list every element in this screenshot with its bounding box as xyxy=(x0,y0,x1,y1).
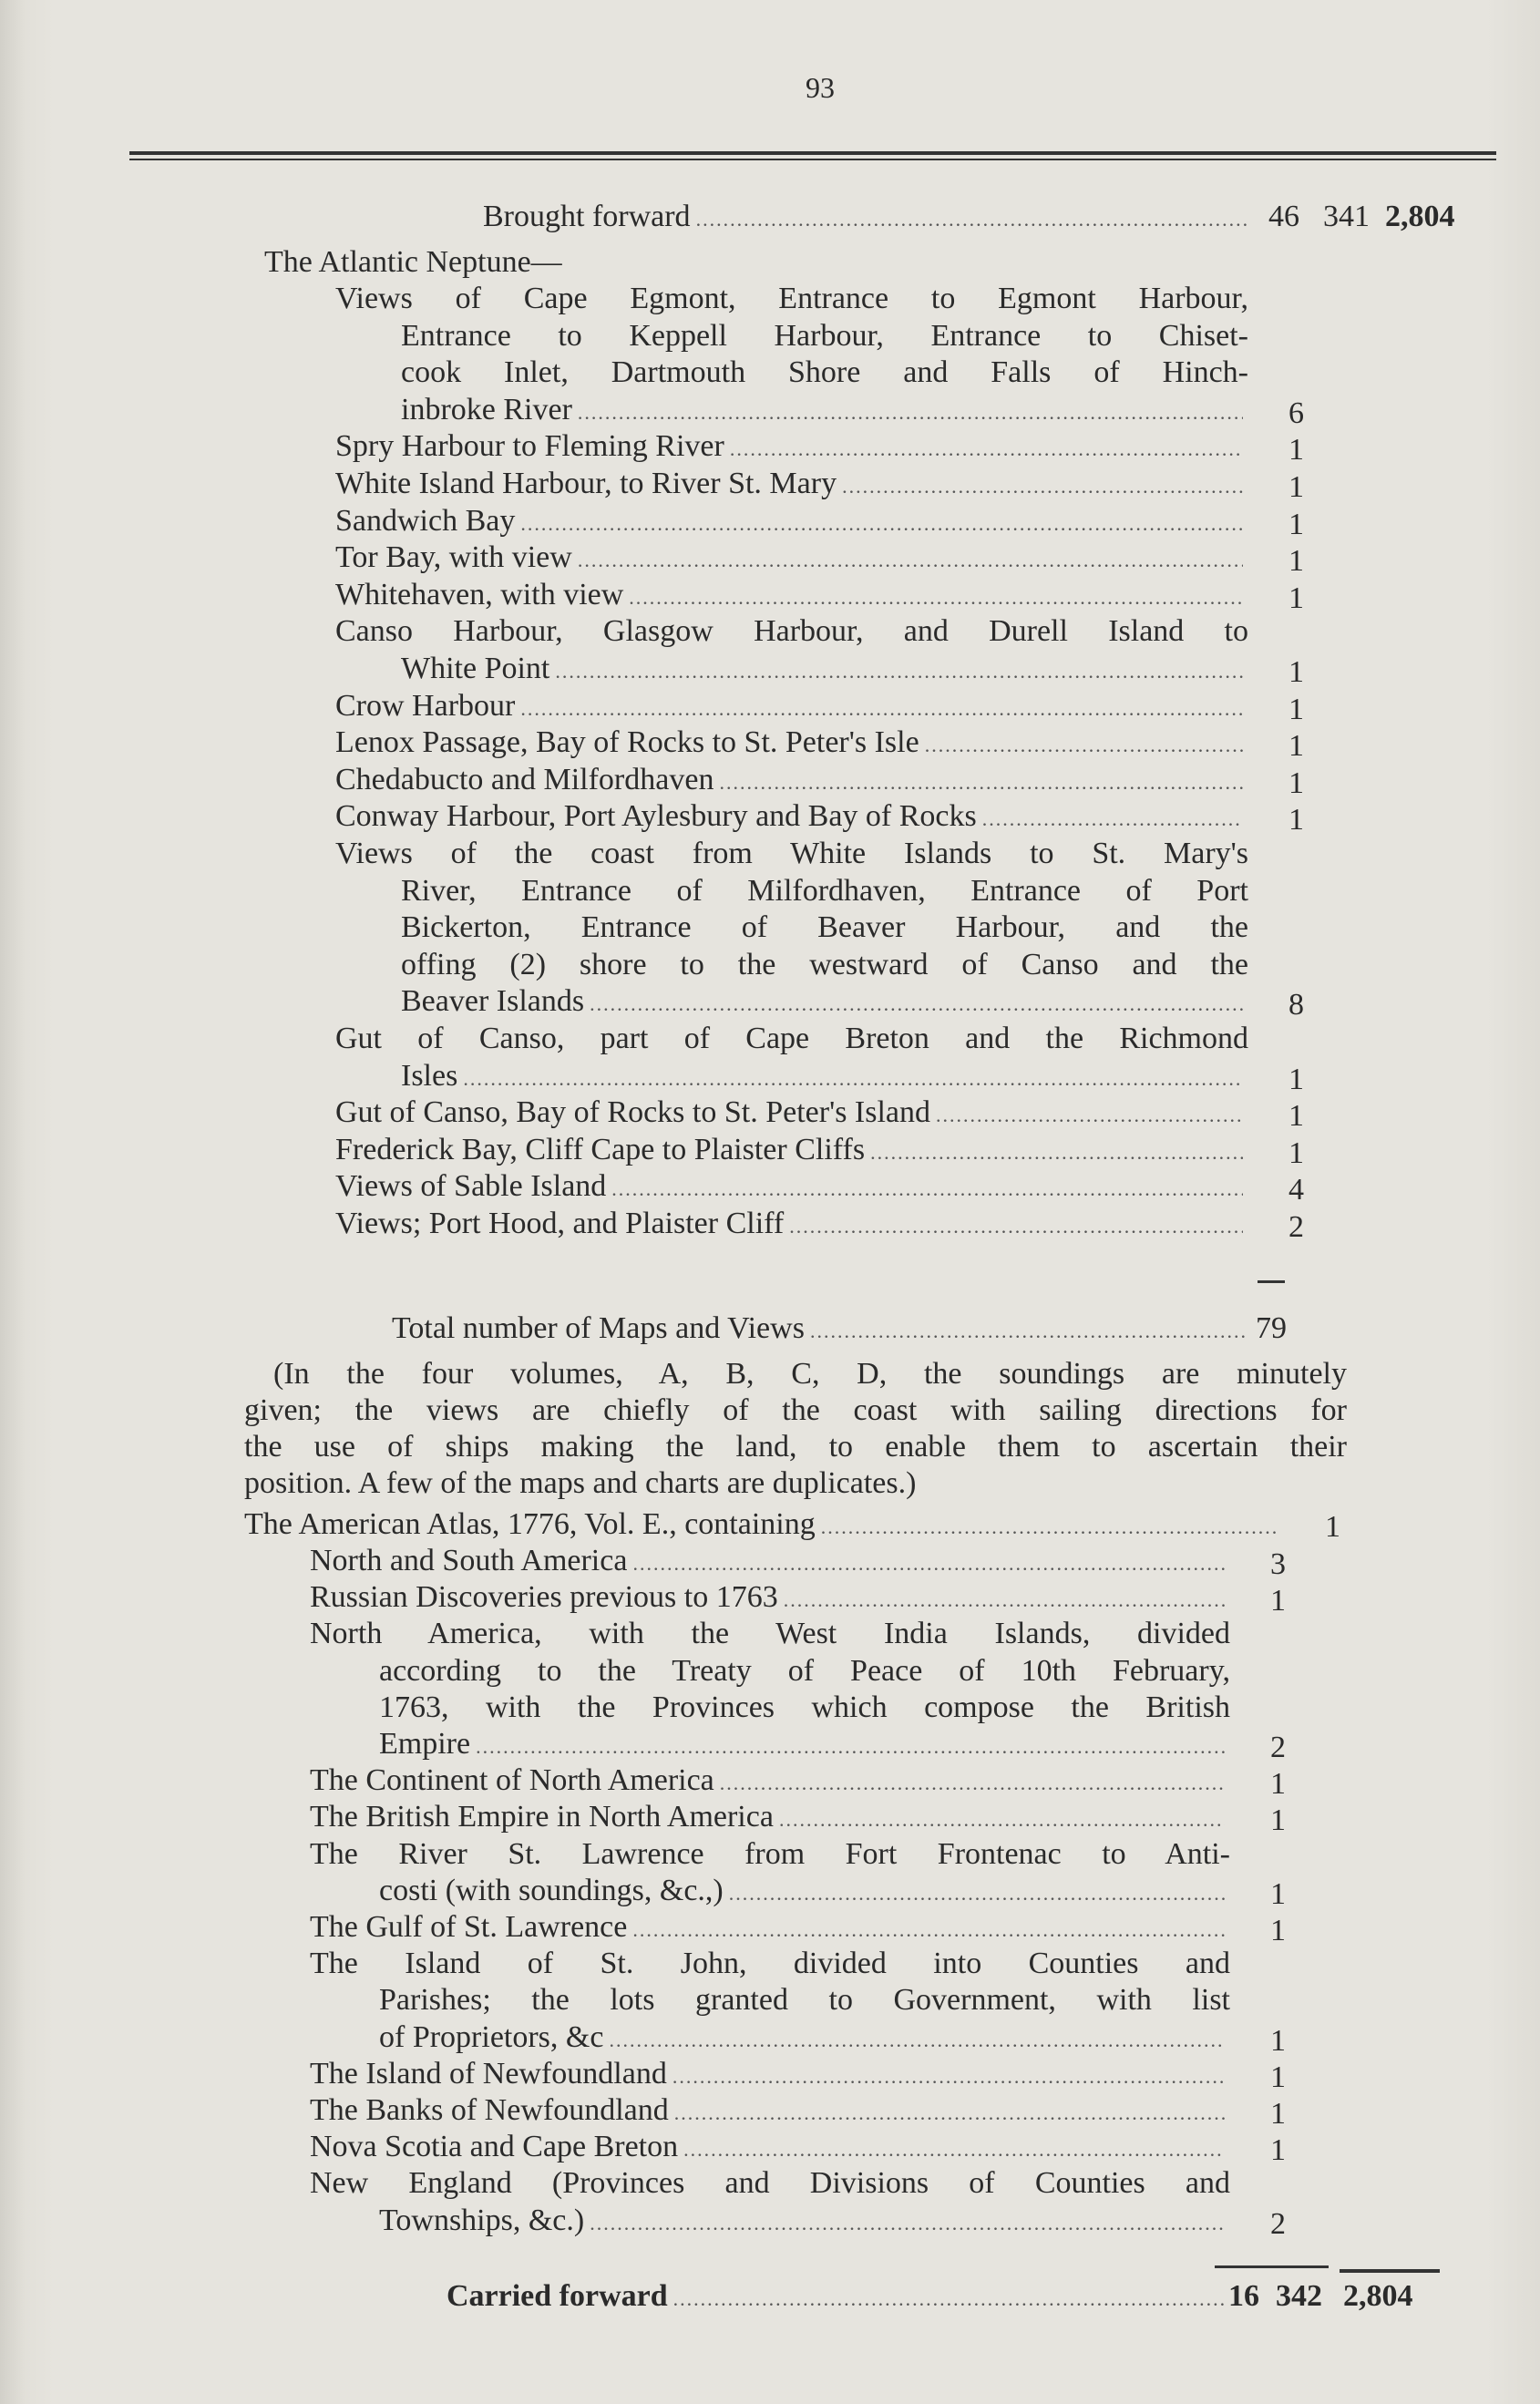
entry-count: 1 xyxy=(1270,1876,1286,1911)
note-line: the use of ships making the land, to enable them to ascertain their xyxy=(244,1430,1347,1464)
list-item xyxy=(310,1579,1230,1618)
entry-text-line: Entrance to Keppell Harbour, Entrance to Chiset- xyxy=(401,318,1248,353)
entry-label: The Island of Newfoundland xyxy=(310,2056,667,2091)
entry-count: 2 xyxy=(1270,2206,1286,2241)
entry-label: of Proprietors, &c xyxy=(379,2019,604,2054)
leader-dots xyxy=(729,1875,1225,1912)
leader-dots xyxy=(674,2095,1225,2132)
entry-count: 4 xyxy=(1288,1173,1304,1207)
carried-forward-rule-1 xyxy=(1215,2265,1329,2268)
header-rule-top xyxy=(129,151,1496,155)
list-item xyxy=(335,688,1248,727)
leader-dots xyxy=(789,1208,1243,1245)
entry-label: The British Empire in North America xyxy=(310,1800,774,1834)
list-item xyxy=(335,503,1248,542)
list-item xyxy=(310,1909,1230,1948)
entry-count: 1 xyxy=(1270,1914,1286,1947)
entry-label: Sandwich Bay xyxy=(335,503,516,538)
list-item xyxy=(379,2203,1230,2242)
leader-dots xyxy=(590,986,1243,1022)
leader-dots xyxy=(696,201,1247,238)
american-atlas-heading-count: 1 xyxy=(1325,1510,1340,1544)
entry-text-line: cook Inlet, Dartmouth Shore and Falls of Hinch- xyxy=(401,355,1248,390)
leader-dots xyxy=(632,1912,1225,1948)
list-item xyxy=(310,2092,1230,2132)
entry-count: 1 xyxy=(1288,692,1304,726)
entry-text-line: The River St. Lawrence from Fort Frontenac to Anti- xyxy=(310,1836,1230,1871)
entry-text-line: River, Entrance of Milfordhaven, Entrance of Port xyxy=(401,873,1248,908)
entry-count: 1 xyxy=(1288,765,1304,800)
entry-label: Views; Port Hood, and Plaister Cliff xyxy=(335,1207,785,1240)
section-heading-atlantic-neptune: The Atlantic Neptune— xyxy=(264,245,562,279)
leader-dots xyxy=(578,542,1243,579)
entry-count: 1 xyxy=(1270,2133,1286,2168)
entry-label: The Continent of North America xyxy=(310,1763,714,1798)
entry-label: Beaver Islands xyxy=(401,984,585,1019)
entry-count: 1 xyxy=(1270,2023,1286,2058)
entry-label: Townships, &c.) xyxy=(379,2203,585,2237)
leader-dots xyxy=(936,1097,1243,1134)
list-item xyxy=(379,1873,1230,1912)
leader-dots xyxy=(590,2205,1225,2242)
leader-dots xyxy=(720,1765,1225,1802)
leader-dots xyxy=(982,801,1243,837)
list-item xyxy=(401,983,1248,1022)
list-item xyxy=(379,2019,1230,2059)
leader-dots xyxy=(629,580,1243,616)
leader-dots xyxy=(463,1061,1243,1097)
entry-label: White Point xyxy=(401,652,550,685)
total-label: Total number of Maps and Views xyxy=(392,1311,805,1345)
leader-dots xyxy=(578,395,1243,431)
leader-dots xyxy=(784,1582,1225,1618)
entry-label: Empire xyxy=(379,1727,471,1761)
entry-count: 1 xyxy=(1288,433,1304,467)
note-line: (In the four volumes, A, B, C, D, the soundings are minutely xyxy=(273,1357,1347,1391)
list-item xyxy=(401,392,1248,431)
carried-forward-col2: 342 xyxy=(1276,2279,1322,2313)
entry-count: 1 xyxy=(1288,580,1304,615)
entry-text-line: Bickerton, Entrance of Beaver Harbour, and the xyxy=(401,910,1248,945)
entry-text-line: New England (Provinces and Divisions of Counties and xyxy=(310,2166,1230,2201)
list-item xyxy=(335,1168,1248,1207)
entry-text-line: Views of Cape Egmont, Entrance to Egmont Harbour, xyxy=(335,282,1248,315)
leader-dots xyxy=(476,1729,1225,1765)
entry-text-line: Views of the coast from White Islands to St. Mary's xyxy=(335,837,1248,870)
list-item xyxy=(335,428,1248,467)
entry-label: Spry Harbour to Fleming River xyxy=(335,429,724,464)
entry-label: Lenox Passage, Bay of Rocks to St. Peter's Isle xyxy=(335,725,919,760)
entry-label: Isles xyxy=(401,1058,458,1093)
list-item xyxy=(310,1762,1230,1802)
entry-count: 1 xyxy=(1288,803,1304,837)
leader-dots xyxy=(520,506,1243,542)
leader-dots xyxy=(821,1509,1279,1546)
entry-label: costi (with soundings, &c.,) xyxy=(379,1873,724,1907)
list-item xyxy=(335,798,1248,837)
carried-forward-col3: 2,804 xyxy=(1343,2279,1413,2313)
entry-count: 3 xyxy=(1270,1547,1286,1581)
entry-count: 2 xyxy=(1288,1210,1304,1244)
entry-label: Frederick Bay, Cliff Cape to Plaister Cliffs xyxy=(335,1132,866,1166)
entry-count: 1 xyxy=(1288,544,1304,579)
entry-text-line: North America, with the West India Islands, divided xyxy=(310,1617,1230,1651)
entry-label: Gut of Canso, Bay of Rocks to St. Peter's Island xyxy=(335,1095,931,1130)
american-atlas-heading-label: The American Atlas, 1776, Vol. E., containing xyxy=(244,1507,816,1541)
entry-label: Russian Discoveries previous to 1763 xyxy=(310,1580,778,1615)
entry-label: Nova Scotia and Cape Breton xyxy=(310,2130,679,2164)
entry-count: 1 xyxy=(1270,2097,1286,2131)
entry-count: 1 xyxy=(1288,1135,1304,1170)
entry-text-line: The Island of St. John, divided into Counties and xyxy=(310,1947,1230,1981)
leader-dots xyxy=(730,431,1243,467)
entry-count: 1 xyxy=(1288,655,1304,689)
entry-label: Views of Sable Island xyxy=(335,1169,607,1204)
header-rule-bottom xyxy=(129,159,1496,160)
entry-text-line: offing (2) shore to the westward of Canso and the xyxy=(401,947,1248,981)
entry-count: 1 xyxy=(1288,507,1304,541)
leader-dots xyxy=(632,1546,1225,1582)
carried-forward-label: Carried forward xyxy=(447,2279,668,2313)
leader-dots xyxy=(555,653,1243,690)
entry-label: Conway Harbour, Port Aylesbury and Bay of Rocks xyxy=(335,799,977,834)
list-item xyxy=(335,1094,1248,1134)
note-line: position. A few of the maps and charts are duplicates.) xyxy=(244,1466,917,1500)
list-item xyxy=(310,2056,1230,2095)
entry-count: 1 xyxy=(1270,1767,1286,1802)
entry-count: 6 xyxy=(1288,396,1304,430)
brought-forward-label: Brought forward xyxy=(483,200,691,233)
brought-forward-row xyxy=(483,199,1253,238)
entry-label: The Banks of Newfoundland xyxy=(310,2093,669,2127)
leader-dots xyxy=(520,691,1243,727)
entry-count: 1 xyxy=(1288,729,1304,764)
list-item xyxy=(379,1726,1230,1765)
leader-dots xyxy=(609,2022,1225,2059)
entry-text-line: Canso Harbour, Glasgow Harbour, and Durell Island to xyxy=(335,614,1248,649)
entry-label: Chedabucto and Milfordhaven xyxy=(335,762,714,796)
carried-forward-rule-2 xyxy=(1340,2269,1440,2273)
entry-count: 2 xyxy=(1270,1731,1286,1764)
section-heading-american-atlas xyxy=(244,1506,1285,1546)
entry-label: inbroke River xyxy=(401,392,572,426)
entry-count: 1 xyxy=(1270,1803,1286,1838)
brought-forward-col1: 46 xyxy=(1268,200,1299,233)
list-item xyxy=(335,724,1248,764)
list-item xyxy=(335,466,1248,505)
entry-count: 1 xyxy=(1270,2060,1286,2094)
entry-count: 8 xyxy=(1288,988,1304,1022)
leader-dots xyxy=(925,727,1243,764)
list-item xyxy=(401,651,1248,690)
leader-dots xyxy=(842,468,1243,505)
list-item xyxy=(335,1206,1248,1245)
entry-text-line: 1763, with the Provinces which compose the British xyxy=(379,1690,1230,1724)
leader-dots xyxy=(672,2059,1225,2095)
entry-label: White Island Harbour, to River St. Mary xyxy=(335,467,837,500)
list-item xyxy=(310,2129,1230,2168)
page-number: 93 xyxy=(806,71,835,104)
brought-forward-col3: 2,804 xyxy=(1385,200,1455,233)
entry-label: North and South America xyxy=(310,1544,628,1577)
entry-count: 1 xyxy=(1288,1099,1304,1134)
entry-label: Whitehaven, with view xyxy=(335,577,624,611)
list-item xyxy=(335,577,1248,616)
leader-dots xyxy=(870,1135,1243,1171)
carried-forward-col1: 16 xyxy=(1228,2279,1259,2313)
leader-dots xyxy=(719,765,1243,801)
leader-dots xyxy=(779,1802,1225,1838)
entry-count: 1 xyxy=(1288,1062,1304,1096)
total-row xyxy=(392,1310,1250,1350)
list-item xyxy=(401,1058,1248,1097)
list-item xyxy=(335,762,1248,801)
entry-count: 1 xyxy=(1288,470,1304,504)
brought-forward-col2: 341 xyxy=(1323,200,1370,233)
entry-text-line: Parishes; the lots granted to Government, with list xyxy=(379,1983,1230,2018)
carried-forward-row xyxy=(447,2278,1230,2317)
leader-dots xyxy=(683,2132,1225,2168)
leader-dots xyxy=(673,2281,1225,2317)
total-rule xyxy=(1258,1280,1285,1283)
list-item xyxy=(310,1543,1230,1582)
total-count: 79 xyxy=(1256,1311,1287,1345)
entry-text-line: according to the Treaty of Peace of 10th February, xyxy=(379,1653,1230,1688)
entry-text-line: Gut of Canso, part of Cape Breton and the Richmond xyxy=(335,1022,1248,1055)
leader-dots xyxy=(611,1171,1243,1207)
note-line: given; the views are chiefly of the coast with sailing directions for xyxy=(244,1393,1347,1427)
entry-count: 1 xyxy=(1270,1584,1286,1618)
list-item xyxy=(335,539,1248,579)
entry-label: Crow Harbour xyxy=(335,688,516,723)
leader-dots xyxy=(810,1313,1245,1350)
entry-label: The Gulf of St. Lawrence xyxy=(310,1910,628,1944)
entry-label: Tor Bay, with view xyxy=(335,540,572,575)
list-item xyxy=(310,1799,1230,1838)
list-item xyxy=(335,1132,1248,1171)
